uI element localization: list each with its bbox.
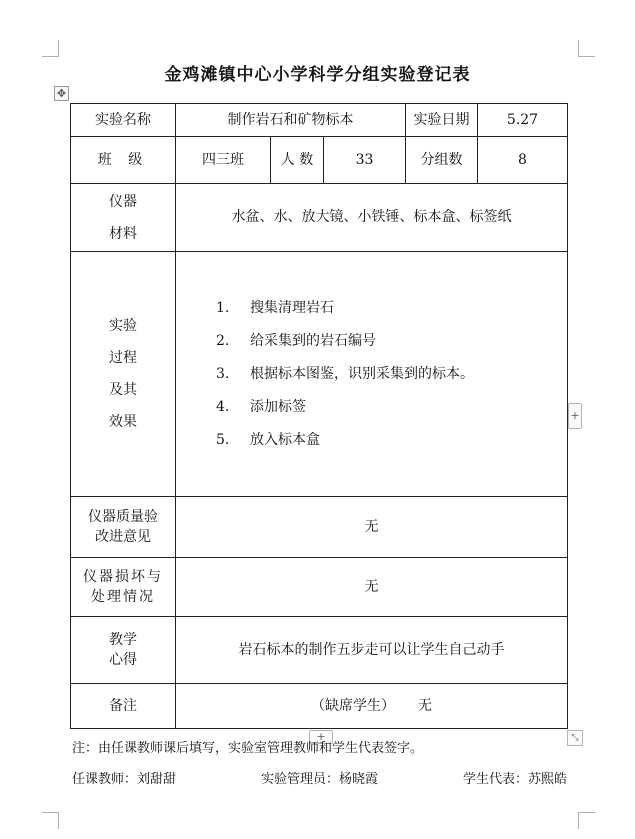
process-steps-list: [176, 292, 567, 457]
teacher-signature: 任课教师：刘甜甜: [72, 772, 177, 787]
step-text: 根据标本图鉴，识别采集到的标本。: [250, 365, 474, 382]
page-corner-mark-bottom-left: [42, 812, 59, 829]
quality-label: [71, 497, 176, 558]
process-label-line: 效果: [109, 414, 137, 430]
experiment-date-value[interactable]: 5.27: [478, 104, 568, 137]
table-resize-icon[interactable]: ⤡: [567, 730, 583, 746]
page-corner-mark-top-right: [578, 40, 595, 57]
document-title: 金鸡滩镇中心小学科学分组实验登记表: [164, 65, 471, 85]
list-item: [216, 292, 567, 325]
step-number: 3.: [216, 365, 230, 382]
table-row: [71, 252, 568, 497]
count-value[interactable]: 33: [324, 137, 406, 184]
table-row: [71, 137, 568, 184]
step-number: 1.: [216, 299, 230, 316]
table-row: [71, 497, 568, 558]
table-row: [71, 184, 568, 252]
groups-value[interactable]: 8: [478, 137, 568, 184]
footer-note: 注：由任课教师课后填写，实验室管理教师和学生代表签字。: [72, 741, 424, 756]
reflection-label: [71, 617, 176, 684]
damage-label-line: 处理情况: [91, 589, 155, 605]
table-row: [71, 558, 568, 617]
table-move-icon[interactable]: ✥: [54, 86, 69, 101]
reflection-label-line: 心得: [109, 652, 137, 668]
add-row-icon[interactable]: +: [309, 730, 333, 744]
class-value[interactable]: 四三班: [176, 137, 271, 184]
quality-label-line: 改进意见: [95, 529, 151, 545]
quality-value[interactable]: 无: [176, 497, 568, 558]
quality-label-line: 仪器质量验: [88, 509, 158, 525]
page-corner-mark-bottom-right: [578, 812, 595, 829]
step-number: 4.: [216, 398, 230, 415]
step-text: 搜集清理岩石: [250, 299, 334, 316]
reflection-value[interactable]: 岩石标本的制作五步走可以让学生自己动手: [176, 617, 568, 684]
list-item: [216, 391, 567, 424]
step-text: 放入标本盒: [250, 431, 320, 448]
manager-signature: 实验管理员：杨晓霞: [260, 772, 378, 787]
step-number: 5.: [216, 431, 230, 448]
process-steps-cell[interactable]: [176, 252, 568, 497]
process-label-line: 及其: [109, 382, 137, 398]
remarks-absent-value: 无: [417, 697, 432, 714]
student-rep-signature: 学生代表：苏熙皓: [462, 772, 567, 787]
damage-value[interactable]: 无: [176, 558, 568, 617]
table-row: [71, 617, 568, 684]
table-row: [71, 684, 568, 729]
step-number: 2.: [216, 332, 230, 349]
materials-value[interactable]: 水盆、水、放大镜、小铁锤、标本盒、标签纸: [176, 184, 568, 252]
list-item: [216, 358, 567, 391]
list-item: [216, 424, 567, 457]
signature-line: [72, 768, 567, 787]
experiment-register-table: [70, 103, 568, 729]
step-text: 给采集到的岩石编号: [250, 332, 376, 349]
remarks-absent-label: （缺席学生）: [311, 697, 396, 714]
process-label-line: 实验: [109, 318, 137, 334]
remarks-value-cell[interactable]: [176, 684, 568, 729]
list-item: [216, 325, 567, 358]
process-label-line: 过程: [109, 350, 137, 366]
materials-label: [71, 184, 176, 252]
class-label: 班 级: [71, 137, 176, 184]
process-label: [71, 252, 176, 497]
remarks-label: 备注: [71, 684, 176, 729]
add-column-icon[interactable]: +: [568, 403, 582, 429]
experiment-name-value[interactable]: 制作岩石和矿物标本: [176, 104, 406, 137]
reflection-label-line: 教学: [109, 632, 137, 648]
damage-label-line: 仪器损坏与: [83, 569, 163, 585]
table-row: [71, 104, 568, 137]
experiment-date-label: 实验日期: [406, 104, 478, 137]
materials-label-line: 仪器: [109, 193, 137, 210]
page-corner-mark-top-left: [42, 40, 59, 57]
groups-label: 分组数: [406, 137, 478, 184]
materials-label-line: 材料: [109, 225, 137, 242]
count-label: 人 数: [271, 137, 324, 184]
step-text: 添加标签: [250, 398, 306, 415]
damage-label: [71, 558, 176, 617]
experiment-name-label: 实验名称: [71, 104, 176, 137]
